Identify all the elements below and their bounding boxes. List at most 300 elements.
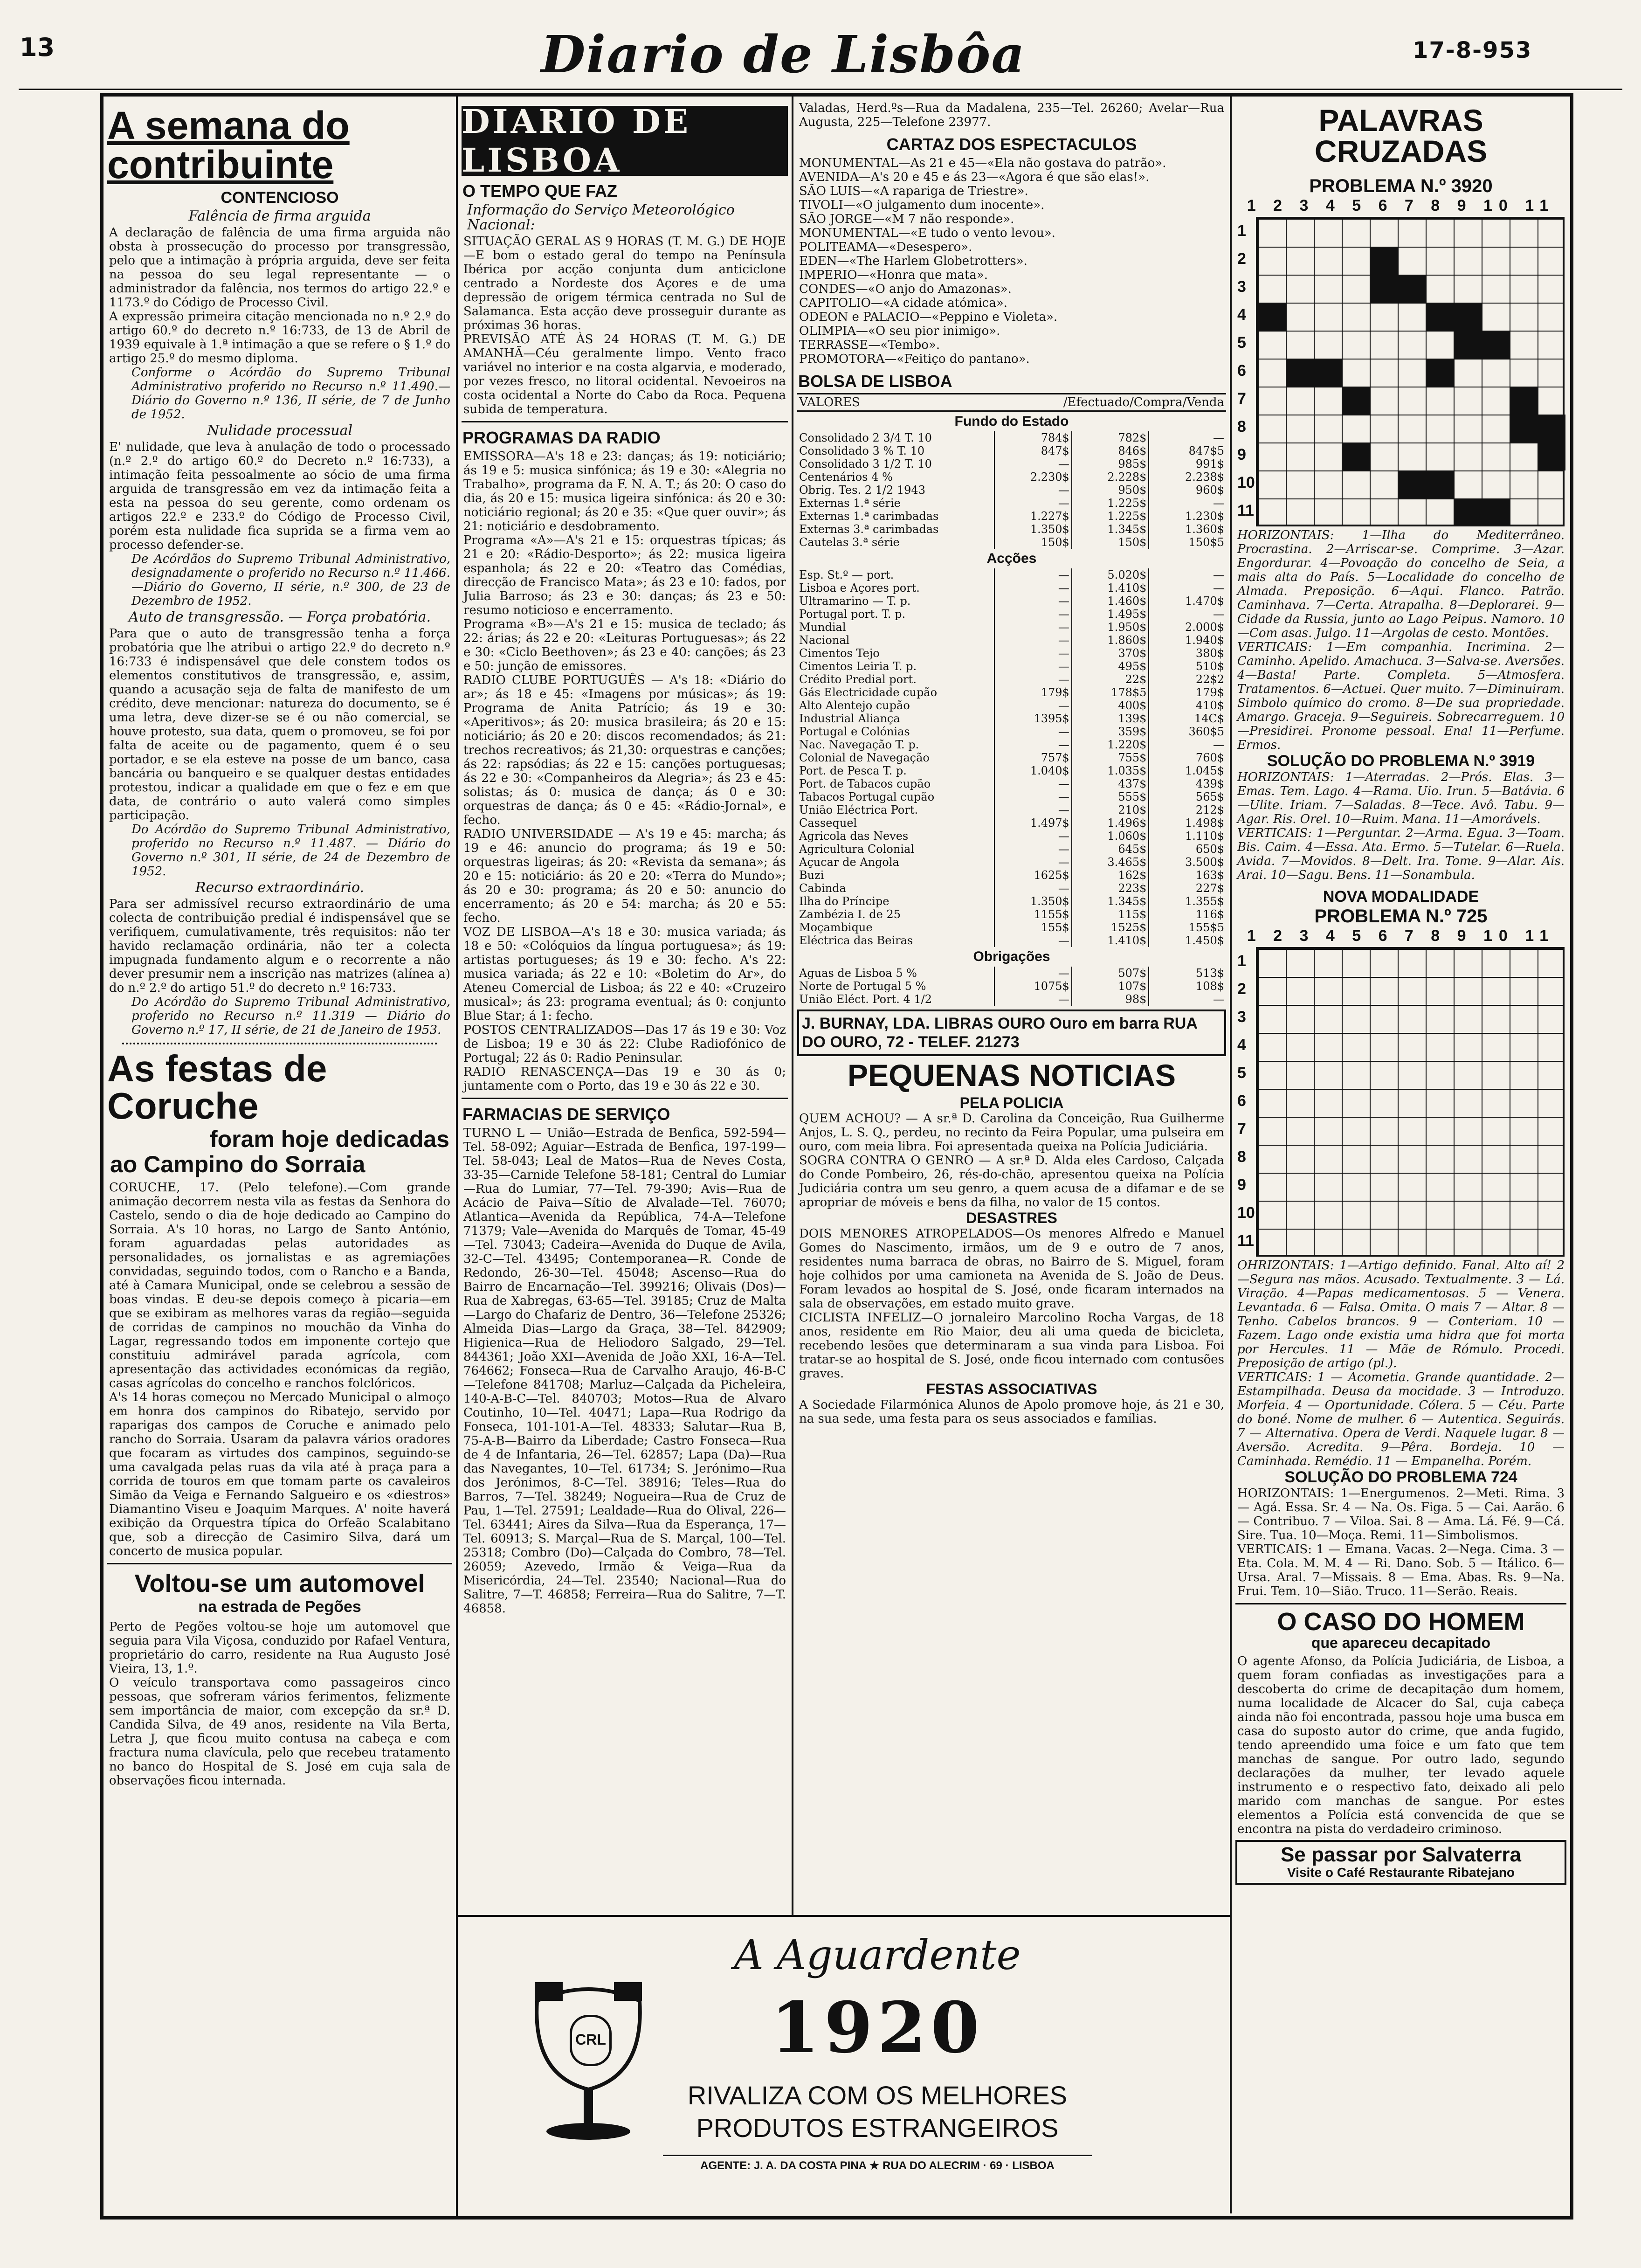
newspaper-title: Diario de Lisbôa [541,24,1026,84]
stock-price: 439$ [1149,777,1226,790]
stock-price: 1.940$ [1149,634,1226,647]
stock-name: Consolidado 2 3/4 T. 10 [799,431,932,444]
stock-price: — [994,660,1072,673]
stock-price: 1525$ [1072,921,1149,934]
stock-price: — [994,856,1072,869]
stock-name: Buzi [799,869,824,882]
stock-price: 150$ [1072,536,1149,549]
stock-row [797,568,1226,581]
headline-caso: O CASO DO HOMEM [1277,1608,1525,1636]
cartaz-item: ODEON e PALACIO—«Peppino e Violeta». [799,310,1058,324]
cartaz-item: IMPERIO—«Honra que mata». [799,268,988,282]
stock-price: 2.000$ [1149,621,1226,634]
column-numbers: 1 2 3 4 5 6 7 8 9 10 11 [1247,927,1555,945]
stock-price: 645$ [1072,843,1149,856]
stock-name: Açucar de Angola [799,856,899,869]
glass-illustration [528,1982,649,2150]
stock-price: — [994,608,1072,621]
stock-price: 510$ [1149,660,1226,673]
stock-price: 1.355$ [1149,895,1226,908]
row-number: 9 [1237,1176,1246,1194]
radio-program: RADIO RENASCENÇA—Das 19 e 30 ás 0; juntamente com o Porto, das 19 e 30 ás 22 e 30. [463,1065,786,1093]
stock-price: 22$2 [1149,673,1226,686]
row-number: 3 [1237,278,1246,296]
stock-price: — [994,621,1072,634]
stock-row [797,444,1226,457]
black-cell [1454,303,1482,331]
stock-price: 507$ [1072,967,1149,980]
stock-price: — [994,673,1072,686]
stock-name: Agricola das Neves [799,830,909,843]
crossword-grid-empty [1256,947,1565,1257]
stock-price: 847$5 [1149,444,1226,457]
clues-vertical: VERTICAIS: 1—Em companhia. Incrimina. 2—Caminho. Apelido. Amachuca. 3—Salva-se. Aversões. 4—Basta! Parte. Completa. 5—Atmosfera. Tratamentos. 6—Actuei. Quer muito. 7—Diminuiram. Simbolo químico do cromo. 8—De sua propriedade. Amargo. Graceja. 9—Seguireis. Sobrecarreguem. 10—Presidirei. Pronome pessoal. Ena! 11—Perfume. Ermos. [1237,640,1565,752]
stock-price: 150$ [994,536,1072,549]
stock-price: 1625$ [994,869,1072,882]
burnay-advert: J. BURNAY, LDA. LIBRAS OURO Ouro em barra RUA DO OURO, 72 - TELEF. 21273 [797,1010,1226,1056]
stock-row [797,470,1226,484]
stock-price: 760$ [1149,751,1226,764]
black-cell [1538,443,1565,470]
stock-row [797,777,1226,790]
divider [107,1563,452,1564]
stock-name: Colonial de Navegação [799,751,930,764]
stock-price: — [994,634,1072,647]
cartaz-item: PROMOTORA—«Feitiço do pantano». [799,352,1030,366]
salvaterra-head: Se passar por Salvaterra [1280,1843,1522,1866]
section-policia: PELA POLICIA [959,1094,1064,1111]
row-number: 6 [1237,362,1246,380]
stock-price: 380$ [1149,647,1226,660]
stock-row [797,921,1226,934]
stock-name: Cabinda [799,882,846,895]
stock-price: — [994,934,1072,947]
stock-row [797,673,1226,686]
stock-row [797,993,1226,1006]
stock-name: Gás Electricidade cupão [799,686,938,699]
pharmacy-list: TURNO L — União—Estrada de Benfica, 592-594—Tel. 58-092; Aguiar—Estrada de Benfica, 197-199—Tel. 58-043; Leal de Matos—Rua de Neves Costa, 33-35—Carnide Telefone 58-181; Central do Lumiar—Rua do Lumiar, 77—Tel. 79-390; Avis—Rua de Acácio de Paiva—Sítio de Alvalade—Tel. 76070; Atlantica—Avenida da República, 74-A—Telefone 71379; Vale—Avenida do Marquês de Tomar, 45-49—Tel. 73043; Cadeira—Avenida do Duque de Avila, 32-C—Tel. 43495; Contemporanea—R. Conde de Redondo, 26-30—Tel. 45048; Ascenso—Rua do Bairro de Encarnação—Tel. 399216; Olivais (Dos)—Rua de Xabregas, 63-65—Tel. 39185; Cruz de Malta—Largo do Chafariz de Dentro, 36—Telefone 25326; Almeida Dias—Largo da Graça, 38—Tel. 842909; Higienica—Rua de Heliodoro Salgado, 29—Tel. 844361; João XXI—Avenida de João XXI, 16-A—Tel. 764662; Fonseca—Rua de Carvalho Araujo, 46-B-C—Telefone 841708; Marluz—Calçada da Picheleira, 140-A-B-C—Tel. 840703; Motos—Rua de Alvaro Coutinho, 10—Tel. 40471; Lapa—Rua Rodrigo da Fonseca, 101-101-A—Tel. 48333; Salutar—Rua B, 75-A-B—Bairro da Liberdade; Castro Fonseca—Rua de 4 de Infantaria, 26—Tel. 62857; Lapa (Da)—Rua das Navegantes, 10—Tel. 61734; S. Jerónimo—Rua dos Jerónimos, 8-C—Tel. 38916; Teles—Rua do Barros, 7—Tel. 38249; Nogueira—Rua de Cruz de Pau, 1—Tel. 27591; Lealdade—Rua do Olival, 226—Tel. 63441; Aires da Silva—Rua da Esperança, 17—Tel. 60913; S. Marçal—Rua de S. Marçal, 100—Tel. 25318; Combro (Do)—Calçada do Combro, 78—Tel. 26059; Azevedo, Irmão & Veiga—Rua da Misericórdia, 24—Tel. 23540; Nacional—Rua do Salitre, 7—T. 46858; Ferreira—Rua do Salitre, 7—T. 46858. [463,1126,786,1616]
stock-name: Cimentos Leiria T. p. [799,660,917,673]
stock-price: — [1149,608,1226,621]
stock-price: — [1149,581,1226,595]
divider [462,421,788,422]
stock-price: 1.230$ [1149,510,1226,523]
black-cell [1398,275,1426,303]
bolsa-col-valores: VALORES [799,395,860,409]
stock-price: 495$ [1072,660,1149,673]
issue-date: 17-8-953 [1413,37,1532,63]
black-cell [1510,387,1538,415]
headline-contribuinte: A semana do contribuinte [107,104,350,187]
cartaz-item: TIVOLI—«O julgamento dum inocente». [799,198,1045,212]
news-item: QUEM ACHOU? — A sr.ª D. Carolina da Conceição, Rua Guilherme Anjos, L. S. Q., perdeu, no recinto da Feira Popular, uma pulseira em ouro, com meia libra. Foi apresentada queixa na Polícia Judiciária. [799,1112,1224,1154]
stock-price: — [994,803,1072,816]
stock-row [797,934,1226,947]
pharmacy-continued: Valadas, Herd.ºs—Rua da Madalena, 235—Tel. 26260; Avelar—Rua Augusta, 225—Telefone 23977. [799,101,1224,129]
stock-price: 1.470$ [1149,595,1226,608]
bolsa-col-prices: /Efectuado/Compra/Venda [1063,395,1224,409]
subhead-automovel: na estrada de Pegões [198,1598,361,1616]
stock-row [797,830,1226,843]
cartaz-item: CAPITOLIO—«A cidade atómica». [799,296,1008,310]
section-radio: PROGRAMAS DA RADIO [462,428,661,447]
stock-price: 555$ [1072,790,1149,803]
stock-price: 155$ [994,921,1072,934]
stock-price: — [1149,431,1226,444]
column-contribuinte [103,97,458,2216]
masthead-rule [19,89,1622,90]
column-numbers: 1 2 3 4 5 6 7 8 9 10 11 [1247,197,1555,214]
stock-price: 179$ [1149,686,1226,699]
stock-price: 1.450$ [1149,934,1226,947]
radio-program: VOZ DE LISBOA—A's 18 e 30: musica variada; ás 18 e 50: «Colóquios da língua portuguesa»; ás 19: artistas portugueses; ás 19 e 30: fecho. A's 22: musica variada; ás 22 e 10: «Boletim do Ar», do Ateneu Comercial de Lisboa; ás 22 e 40: «Cruzeiro musical»; ás 23: programa eventual; ás 0: conjunto Blue Star; á 1: fecho. [463,925,786,1023]
radio-program: Programa «B»—A's 21 e 15: musica de teclado; ás 22: árias; ás 22 e 20: «Leituras Portuguesas»; ás 22 e 30: «Ciclo Beethoven»; ás 23 e 40: canções; ás 23 e 50: junção de emissores. [463,617,786,673]
column-palavras-cruzadas [1232,97,1570,2216]
stock-name: Esp. St.º — port. [799,568,894,581]
stock-price: — [994,830,1072,843]
row-number: 10 [1237,1204,1255,1222]
stock-row [797,634,1226,647]
case-title: Recurso extraordinário. [195,879,365,896]
row-number: 1 [1237,952,1246,970]
stock-price: 400$ [1072,699,1149,712]
stock-price: — [994,882,1072,895]
headline-coruche: As festas de Coruche [107,1048,327,1127]
stock-row [797,621,1226,634]
row-number: 2 [1237,980,1246,998]
stock-name: Cassequel [799,816,857,830]
stock-price: 1.860$ [1072,634,1149,647]
black-cell [1454,498,1482,526]
black-cell [1342,443,1370,470]
stock-price: — [994,777,1072,790]
stock-name: Portugal e Colónias [799,725,910,738]
stock-price: 1.498$ [1149,816,1226,830]
stock-row [797,908,1226,921]
black-cell [1370,247,1398,275]
solution-title: SOLUÇÃO DO PROBLEMA 724 [1284,1468,1517,1486]
stock-price: 410$ [1149,699,1226,712]
black-cell [1454,331,1482,359]
stock-name: União Eléctrica Port. [799,803,918,816]
stock-row [797,816,1226,830]
article-paragraph: PREVISÃO ATÉ ÀS 24 HORAS (T. M. G.) DE AMANHÃ—Céu geralmente limpo. Vento fraco variável no interior e na costa algarvia, e moderado, por vezes fresco, no litoral ocidental. Nevoeiros na costa ocidental a Norte do Cabo da Roca. Pequena subida de temperatura. [463,332,786,416]
news-item: CICLISTA INFELIZ—O jornaleiro Marcolino Rocha Vargas, de 18 anos, residente em Rio Maior, deu ali uma queda de bicicleta, recebendo lesões que determinaram a sua vinda para Lisboa. Foi tratar-se ao hospital de S. José, onde ficou internado com contusões graves. [799,1311,1224,1381]
row-number: 8 [1237,418,1246,436]
stock-row [797,751,1226,764]
stock-name: Norte de Portugal 5 % [799,980,926,993]
stock-row [797,764,1226,777]
stock-row [797,725,1226,738]
stock-price: 1155$ [994,908,1072,921]
row-number: 5 [1237,1064,1246,1082]
stock-name: Alto Alentejo cupão [799,699,910,712]
cartaz-item: MONUMENTAL—«E tudo o vento levou». [799,226,1055,240]
stock-row [797,738,1226,751]
stock-price: 757$ [994,751,1072,764]
stock-row [797,510,1226,523]
bolsa-header [797,393,1226,412]
stock-price: 950$ [1072,484,1149,497]
row-number: 3 [1237,1008,1246,1026]
stock-price: 846$ [1072,444,1149,457]
article-paragraph: SITUAÇÃO GERAL AS 9 HORAS (T. M. G.) DE HOJE—E bom o estado geral do tempo na Península Ibérica por acção conjunta dum anticiclone centrado a Nordeste dos Açores e de uma depressão de origem térmica centrada no Sul de Salamanca. Esta acção deve prosseguir durante as próximas 36 horas. [463,235,786,332]
diario-logo-banner: DIARIO DE LISBOA [462,106,788,176]
stock-name: Ultramarino — T. p. [799,595,911,608]
row-number: 8 [1237,1148,1246,1166]
stock-row [797,895,1226,908]
stock-name: Externas 1.ª série [799,497,901,510]
stock-price: 1.060$ [1072,830,1149,843]
tempo-source: Informação do Serviço Meteorológico Nacional: [467,202,735,233]
stock-row [797,523,1226,536]
nova-modalidade: NOVA MODALIDADE [1323,888,1479,906]
article-paragraph: A declaração de falência de uma firma arguida não obsta à prossecução do processo por transgressão, pelo que a intimação à própria arguida, deve ser feita na pessoa do seu legal representante — o administrador da falência, nos termos do artigo 22.º e 1173.º do Código de Processo Civil. [109,226,450,310]
stock-row [797,699,1226,712]
row-number: 7 [1237,1120,1246,1138]
section-farmacias: FARMACIAS DE SERVIÇO [462,1105,670,1124]
stock-price: 178$5 [1072,686,1149,699]
stock-name: Nac. Navegação T. p. [799,738,919,751]
stock-row [797,869,1226,882]
section-contencioso: CONTENCIOSO [221,189,339,207]
stock-price: 3.500$ [1149,856,1226,869]
row-number: 9 [1237,446,1246,463]
stock-row [797,536,1226,549]
crl-badge: CRL [570,2015,612,2066]
stock-price: — [994,457,1072,470]
news-item: SOGRA CONTRA O GENRO — A sr.ª D. Alda eles Cardoso, Calçada do Conde Pombeiro, 26, rés-do-chão, apresentou queixa na Polícia Judiciária contra um seu genro, a quem acusa de a difamar e de se apropriar de móveis e bens da filha, no valor de 15 contos. [799,1154,1224,1210]
stock-price: — [994,647,1072,660]
radio-program: Programa «A»—A's 21 e 15: orquestras típicas; ás 21 e 20: «Rádio-Desporto»; ás 22: musica ligeira espanhola; ás 22 e 20: «Teatro das Comédias, direcção de Francisco Mata»; ás 23 e 10: fados, por Julia Barroso; ás 23 e 30: danças; ás 23 e 50: resumo noticioso e encerramento. [463,533,786,617]
obrig-table [797,967,1226,1006]
article-paragraph: Para ser admissível recurso extraordinário de uma colecta de contribuição predial é indispensável que se verifiquem, cumulativamente, três requisitos: não ter havido reclamação ordinária, não ter a colecta impugnada fundamento algum e o recorrente a não dever presumir nem a inscrição nas matrizes (alínea a) do n.º 2.º do artigo 51.º do decreto n.º 16:733. [109,897,450,995]
stock-price: 513$ [1149,967,1226,980]
stock-price: 2.238$ [1149,470,1226,484]
solution-horizontal: HORIZONTAIS: 1—Energumenos. 2—Meti. Rima. 3 — Agá. Essa. Sr. 4 — Na. Os. Figa. 5 — Cai. Aarão. 6 — Contribuo. 7 — Viloa. Sai. 8 — Ama. Lá. Fé. 9—Cá. Sire. Tua. 10—Moça. Remi. 11—Simbolismos. [1237,1487,1565,1542]
stock-name: Externas 1.ª carimbadas [799,510,939,523]
stock-row [797,431,1226,444]
stock-price: 1.227$ [994,510,1072,523]
stock-price: 150$5 [1149,536,1226,549]
row-number: 4 [1237,1036,1246,1054]
stock-price: 163$ [1149,869,1226,882]
clues-horizontal: HORIZONTAIS: 1—Ilha do Mediterrâneo. Procrastina. 2—Arriscar-se. Comprime. 3—Azar. Engordurar. 4—Povoação do concelho de Seia, a mais alta do País. 5—Localidade do concelho de Almada. Preposição. 6—Aqui. Flanco. Patrão. Caminhava. 7—Certa. Atrapalha. 8—Deplorarei. 9—Cidade da Russia, junto ao Lago Peipus. Namoro. 10—Com asas. Julgo. 11—Argolas de cesto. Montões. [1237,528,1565,640]
stock-price: 784$ [994,431,1072,444]
stock-row [797,660,1226,673]
subhead-coruche: ao Campino do Sorraia [110,1151,365,1177]
black-cell [1426,470,1454,498]
stock-price: 960$ [1149,484,1226,497]
stock-row [797,457,1226,470]
ad-line1: RIVALIZA COM OS MELHORES [687,2081,1068,2110]
problem-title: PROBLEMA N.º 3920 [1309,176,1493,196]
cartaz-item: POLITEAMA—«Desespero». [799,240,972,254]
article-paragraph: Perto de Pegões voltou-se hoje um automovel que seguia para Vila Viçosa, conduzido por Rafael Ventura, proprietário do carro, residente na Rua Augusto José Vieira, 13, 1.º. [109,1620,450,1676]
black-cell [1398,470,1426,498]
case-title: Auto de transgressão. — Força probatória. [128,609,431,625]
row-numbers [1237,217,1256,526]
row-numbers [1237,947,1256,1257]
stock-price: — [994,595,1072,608]
cartaz-item: MONUMENTAL—As 21 e 45—«Ela não gostava do patrão». [799,156,1166,170]
clues-vertical: VERTICAIS: 1 — Acometia. Grande quantidade. 2—Estampilhada. Deusa da mocidade. 3 — Introduzo. Morfeia. 4 — Oportunidade. Cólera. 5 — Céu. Parte do boné. Nome de mulher. 6 — Autentica. Seguirás. 7 — Alternativa. Opera de Verdi. Naquele lugar. 8 — Aversão. Acredita. 9—Pêra. Bordeja. 10 — Caminhada. Remédio. 11 — Empanelha. Porém. [1237,1370,1565,1468]
stock-row [797,790,1226,803]
stock-price: — [994,843,1072,856]
stock-price: 22$ [1072,673,1149,686]
stock-price: 1.110$ [1149,830,1226,843]
article-paragraph: O agente Afonso, da Polícia Judiciária, de Lisboa, a quem foram confiadas as investigações para a descoberta do crime de decapitação dum homem, numa localidade de Alcacer do Sal, cuja cabeça ainda não foi encontrada, passou hoje uma busca em casa do suposto autor do crime, que anda fugido, tendo apreendido uma foice e um fato que tem manchas de sangue. Por outro lado, segundo declarações da mulher, ter levado aquele instrumento e o respectivo fato, deixado ali pelo marido com manchas de sangue. Por estes elementos a Polícia está convencida de que se encontra na pista do verdadeiro criminoso. [1237,1654,1565,1836]
stock-price: 1.350$ [994,895,1072,908]
stock-price: — [994,993,1072,1006]
stock-price: — [994,967,1072,980]
stock-name: Port. de Pesca T. p. [799,764,907,777]
row-number: 1 [1237,222,1246,240]
cartaz-item: SÃO JORGE—«M 7 não responde». [799,212,1014,226]
stock-price: — [994,738,1072,751]
stock-row [797,843,1226,856]
stock-name: Moçambique [799,921,873,934]
stock-price: 223$ [1072,882,1149,895]
stock-row [797,856,1226,869]
row-number: 4 [1237,306,1246,324]
stock-name: Cimentos Tejo [799,647,880,660]
stock-price: 227$ [1149,882,1226,895]
article-reference: Do Acórdão do Supremo Tribunal Administrativo, proferido no Recurso n.º 11.319 — Diário do Governo n.º 17, II série, de 21 de Janeiro de 1953. [131,995,450,1037]
stock-price: 1.950$ [1072,621,1149,634]
case-title: Falência de firma arguida [188,208,371,224]
headline-pequenas: PEQUENAS NOTICIAS [847,1058,1176,1093]
solution-horizontal: HORIZONTAIS: 1—Aterradas. 2—Prós. Elas. 3—Emas. Tem. Lago. 4—Rama. Uio. Irun. 5—Batávia. 6—Ulite. Iriam. 7—Saladas. 8—Tece. Avô. Tabu. 9—Agar. Ris. Orel. 10—Ruim. Mana. 11—Amorávels. [1237,770,1565,826]
black-cell [1286,359,1314,387]
stock-price: — [994,497,1072,510]
stock-price: 116$ [1149,908,1226,921]
stock-row [797,803,1226,816]
divider [462,1098,788,1099]
row-number: 10 [1237,474,1255,491]
stock-price: 162$ [1072,869,1149,882]
stock-price: 1.040$ [994,764,1072,777]
stock-price: 1.497$ [994,816,1072,830]
ad-title: A Aguardente [734,1931,1021,1979]
news-item: DOIS MENORES ATROPELADOS—Os menores Alfredo e Manuel Gomes do Nascimento, irmãos, um de 9 e outro de 7 anos, residentes numa barraca de obras, no Bairro de S. Miguel, foram hoje colhidos por uma camioneta na Avenida de S. João de Deus. Foram levados ao hospital de S. José, onde ficaram internados na sala de observações, em estado muito grave. [799,1227,1224,1311]
black-cell [1342,387,1370,415]
stock-price: 565$ [1149,790,1226,803]
stock-price: 14C$ [1149,712,1226,725]
stock-price: — [994,699,1072,712]
stock-price: 1.496$ [1072,816,1149,830]
solution-title: SOLUÇÃO DO PROBLEMA N.º 3919 [1267,752,1535,770]
cartaz-item: EDEN—«The Harlem Globetrotters». [799,254,1027,268]
stock-row [797,608,1226,621]
stock-row [797,712,1226,725]
stock-name: Centenários 4 % [799,470,893,484]
section-desastres: DESASTRES [966,1210,1057,1226]
fundo-table [797,431,1226,549]
black-cell [1370,275,1398,303]
stock-row [797,967,1226,980]
stock-row [797,595,1226,608]
subhead-coruche: foram hoje dedicadas [209,1126,449,1152]
stock-price: 115$ [1072,908,1149,921]
stock-name: Industrial Aliança [799,712,900,725]
stock-name: Consolidado 3 % T. 10 [799,444,925,457]
headline-automovel: Voltou-se um automovel [134,1570,425,1597]
radio-program: POSTOS CENTRALIZADOS—Das 17 ás 19 e 30: Voz de Lisboa; 19 e 30 ás 22: Clube Radiofónico de Portugal; 22 ás 0: Radio Peninsular. [463,1023,786,1065]
stock-row [797,980,1226,993]
clues-horizontal: OHRIZONTAIS: 1—Artigo definido. Fanal. Alto aí! 2—Segura nas mãos. Acusado. Textualmente. 3 — Lá. Viração. 4—Papas medicamentosas. 5 — Venera. Levantada. 6 — Falsa. Omita. O mais 7 — Altar. 8 — Tenho. Cabelos brancos. 9 — Conteriam. 10 — Fazem. Lago onde existia uma hidra que foi morta por Hercules. 11 — Mãe de Rómulo. Procedi. Preposição de artigo (pl.). [1237,1258,1565,1370]
row-number: 2 [1237,250,1246,268]
black-cell [1426,303,1454,331]
black-cell [1426,359,1454,387]
article-paragraph: O veículo transportava como passageiros cinco pessoas, que sofreram vários ferimentos, felizmente sem importância de maior, com excepção da sr.ª D. Candida Silva, de 49 anos, residente na Vila Berta, Letra J, que ficou muito contusa na cabeça e com fractura numa clavícula, pelo que recebeu tratamento no banco do Hospital de S. José em cuja sala de observações ficou internada. [109,1676,450,1788]
stock-price: 98$ [1072,993,1149,1006]
news-item: A Sociedade Filarmónica Alunos de Apolo promove hoje, ás 21 e 30, na sua sede, uma festa para os seus associados e famílias. [799,1398,1224,1426]
stock-row [797,581,1226,595]
page-number: 13 [20,33,55,62]
stock-price: 3.465$ [1072,856,1149,869]
stock-name: Obrig. Tes. 2 1/2 1943 [799,484,925,497]
stock-price: 210$ [1072,803,1149,816]
stock-price: 437$ [1072,777,1149,790]
stock-name: União Eléct. Port. 4 1/2 [799,993,932,1006]
stock-price: 139$ [1072,712,1149,725]
stock-price: 1.360$ [1149,523,1226,536]
stock-price: 2.228$ [1072,470,1149,484]
stock-price: 1.345$ [1072,895,1149,908]
stock-name: Consolidado 3 1/2 T. 10 [799,457,932,470]
stock-name: Nacional [799,634,850,647]
section-cartaz: CARTAZ DOS ESPECTACULOS [886,135,1137,154]
stock-price: 985$ [1072,457,1149,470]
stock-price: 1.460$ [1072,595,1149,608]
salvaterra-advert [1235,1840,1566,1885]
stock-price: 991$ [1149,457,1226,470]
row-number: 7 [1237,390,1246,408]
article-paragraph: Para que o auto de transgressão tenha a força probatória que lhe atribui o artigo 22.º do decreto n.º 16:733 é indispensável que dele constem todos os elementos constitutivos de transgressão, e, assim, quando a acusação seja de falta de manifesto de um crédito, deve mencionar: natureza do documento, se é uma letra, deve dizer-se se é ou não comercial, se houve protesto, sua data, quem o promoveu, se foi por falta de aceite ou de pagamento, quem é o seu portador, e se ela esteve na posse de um banco, casa bancária ou banqueiro e se qualquer destas entidades protestou, indicar a qualidade em que o fez e em que data, de contrário o auto valerá como simples participação. [109,627,450,823]
stock-price: — [994,568,1072,581]
stock-name: Externas 3.ª carimbadas [799,523,939,536]
row-number: 5 [1237,334,1246,352]
stock-price: — [994,725,1072,738]
section-obrigacoes: Obrigações [973,949,1050,964]
stock-name: Tabacos Portugal cupão [799,790,935,803]
problem-title: PROBLEMA N.º 725 [1314,906,1488,927]
crossword-2 [1237,947,1565,1257]
radio-program: RADIO UNIVERSIDADE — A's 19 e 45: marcha; ás 19 e 46: anuncio do programa; ás 19 e 50: orquestras ligeiras; ás 20: «Revista da semana»; ás 20 e 15: noticiário: ás 20 e 20: «Terra do Mundo»; ás 20 e 30: programa; ás 20 e 50: anuncio do encerramento; ás 20 e 54: marcha; ás 20 e 55: fecho. [463,827,786,925]
stock-price: 212$ [1149,803,1226,816]
stock-price: 1.225$ [1072,510,1149,523]
stock-name: Crédito Predial port. [799,673,917,686]
radio-program: EMISSORA—A's 18 e 23: danças; ás 19: noticiário; ás 19 e 5: musica sinfónica; ás 19 e 30: «Alegria no Trabalho», programa da F. N. A. T.; ás 20: O caso do dia, ás 20 e 15: musica ligeira sinfónica: ás 20 e 30: noticiário regional; ás 20 e 35: «Que quer ouvir»; ás 21: noticiário e desdobramento. [463,449,786,533]
stock-row [797,484,1226,497]
cartaz-item: CONDES—«O anjo do Amazonas». [799,282,1012,296]
stock-name: Lisboa e Açores port. [799,581,920,595]
stock-price: 1.225$ [1072,497,1149,510]
article-paragraph: CORUCHE, 17. (Pelo telefone).—Com grande animação decorrem nesta vila as festas da Senhora do Castelo, sendo o dia de hoje dedicado ao Campino do Sorraia. A's 10 horas, no Largo de Santo António, foram aguardadas pelas autoridades as personalidades, os jornalistas e as agremiações convidadas, seguindo todos, com o Rancho e a Banda, até à Camara Municipal, onde se celebrou a sessão de boas vindas. E deu-se depois começo à picaria—em que se exibiram as melhores varas da região—seguida de corridas de campinos no mouchão da Vinha do Lagar, regressando todos em imponente cortejo que constituiu admirável parada agrícola, com apresentação das actividades económicas da região, casas agrícolas do concelho e ranchos folclóricos. [109,1181,450,1390]
accoes-table [797,568,1226,947]
black-cell [1510,415,1538,443]
stock-name: Eléctrica das Beiras [799,934,913,947]
stock-name: Mundial [799,621,846,634]
subhead-caso: que apareceu decapitado [1311,1634,1491,1651]
stock-price: — [994,790,1072,803]
cartaz-item: TERRASSE—«Tembo». [799,338,940,352]
stock-price: — [1149,993,1226,1006]
stock-name: Aguas de Lisboa 5 % [799,967,917,980]
article-paragraph: E' nulidade, que leva à anulação de todo o processado (n.º 2.º do artigo 60.º do Decreto n.º 16:733), a intimação feita pessoalmente ao sócio de uma firma arguida de transgressão em vez da intimação feita a esta na pessoa do seu gerente, como ordenam os artigos 22.º e 233.º do Código de Processo Civil, porém esta nulidade fica suprida se a firma vem ao processo defender-se. [109,440,450,552]
stock-price: 1075$ [994,980,1072,993]
